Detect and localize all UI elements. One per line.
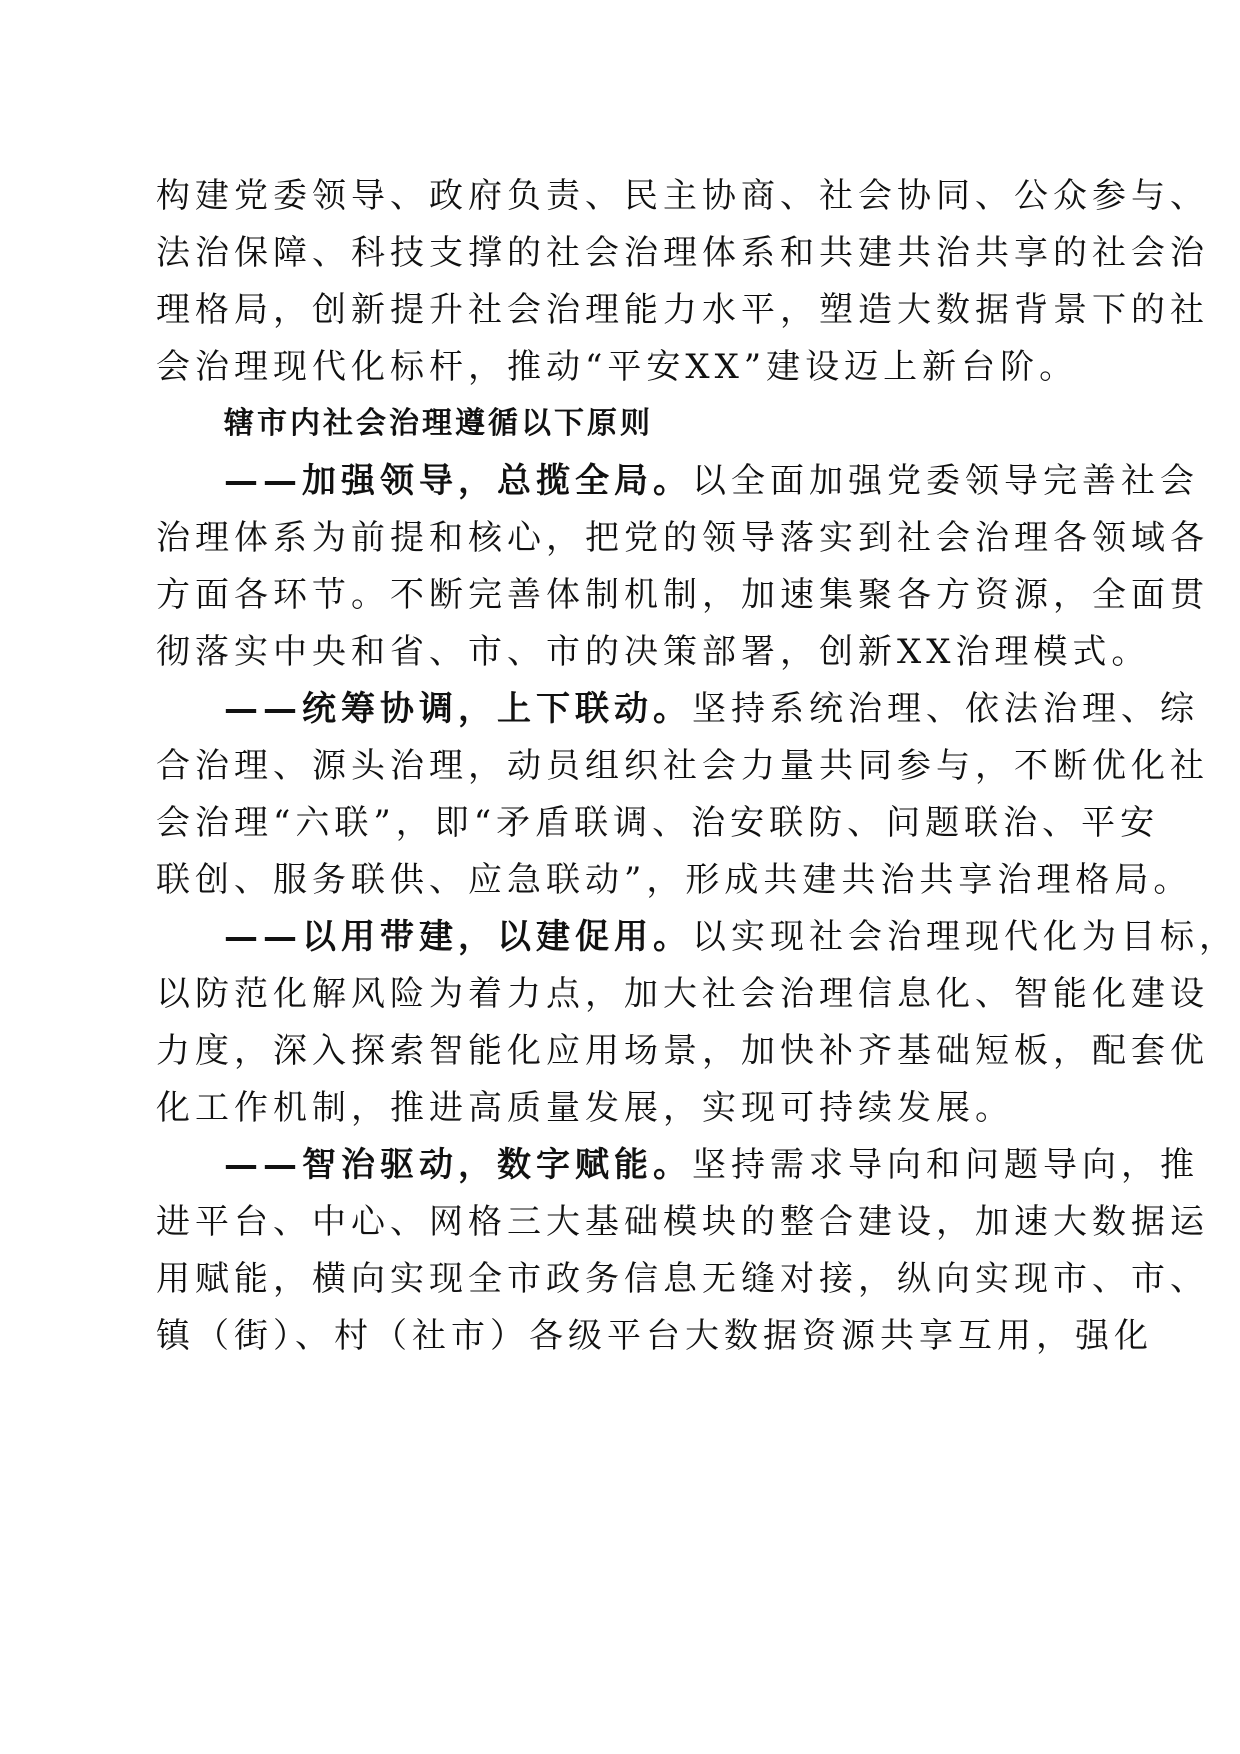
paragraph-line: 治理体系为前提和核心，把党的领导落实到社会治理各领域各 [156, 518, 1209, 558]
paragraph-line: 方面各环节。不断完善体制机制，加速集聚各方资源，全面贯 [156, 575, 1209, 615]
section-heading: 辖市内社会治理遵循以下原则 [224, 406, 653, 441]
principle-title: ——智治驱动，数字赋能。 [224, 1145, 692, 1185]
paragraph-line: 力度，深入探索智能化应用场景，加快补齐基础短板，配套优 [156, 1031, 1209, 1071]
paragraph-line: 进平台、中心、网格三大基础模块的整合建设，加速大数据运 [156, 1202, 1209, 1242]
principle-text: 以全面加强党委领导完善社会 [692, 461, 1199, 501]
paragraph-line: 彻落实中央和省、市、市的决策部署，创新XX治理模式。 [156, 632, 1151, 672]
paragraph-line: 理格局，创新提升社会治理能力水平，塑造大数据背景下的社 [156, 290, 1209, 330]
paragraph-line: 用赋能，横向实现全市政务信息无缝对接，纵向实现市、市、 [156, 1259, 1209, 1299]
principle-first-line [224, 459, 1199, 503]
principle-first-line [224, 915, 1238, 959]
paragraph-line: 镇（街）、村（社市）各级平台大数据资源共享互用，强化 [156, 1316, 1153, 1356]
paragraph-line: 联创、服务联供、应急联动”，形成共建共治共享治理格局。 [156, 860, 1193, 900]
principle-text: 坚持系统治理、依法治理、综 [692, 689, 1199, 729]
principle-text: 坚持需求导向和问题导向，推 [692, 1145, 1199, 1185]
paragraph-line: 合治理、源头治理，动员组织社会力量共同参与，不断优化社 [156, 746, 1209, 786]
principle-text: 以实现社会治理现代化为目标， [692, 917, 1238, 957]
principle-title: ——统筹协调，上下联动。 [224, 689, 692, 729]
principle-first-line [224, 1143, 1199, 1187]
paragraph-line: 会治理现代化标杆，推动“平安XX”建设迈上新台阶。 [156, 347, 1079, 387]
paragraph-line: 以防范化解风险为着力点，加大社会治理信息化、智能化建设 [156, 974, 1209, 1014]
paragraph-line: 化工作机制，推进高质量发展，实现可持续发展。 [156, 1088, 1014, 1128]
principle-first-line [224, 687, 1199, 731]
paragraph-line: 构建党委领导、政府负责、民主协商、社会协同、公众参与、 [156, 176, 1209, 216]
principle-title: ——加强领导，总揽全局。 [224, 461, 692, 501]
paragraph-line: 会治理“六联”，即“矛盾联调、治安联防、问题联治、平安 [156, 803, 1160, 843]
principle-title: ——以用带建，以建促用。 [224, 917, 692, 957]
paragraph-line: 法治保障、科技支撑的社会治理体系和共建共治共享的社会治 [156, 233, 1209, 273]
